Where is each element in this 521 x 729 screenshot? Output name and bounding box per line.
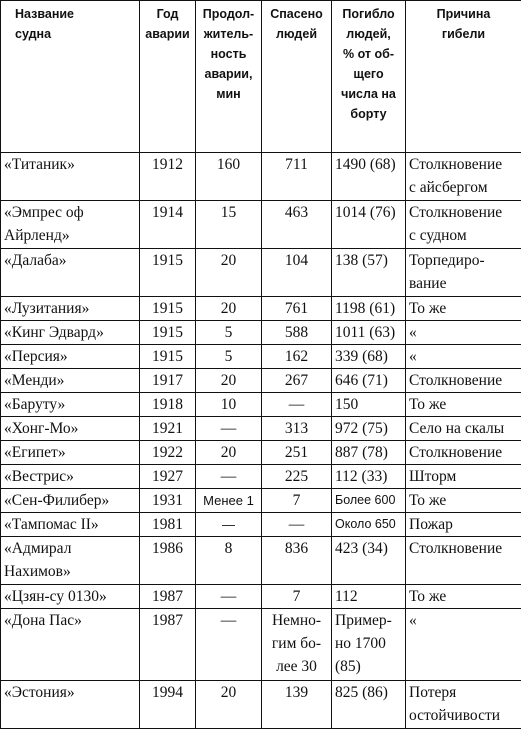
saved-cell: 313 (262, 417, 332, 441)
saved-cell: 588 (262, 321, 332, 345)
ship-name-cell: «Кинг Эдвард» (1, 321, 140, 345)
table-row (1, 201, 521, 249)
cause-cell: То же (406, 585, 521, 609)
table-row (1, 537, 521, 585)
ship-name-cell: «Титаник» (1, 153, 140, 201)
died-cell: Около 650 (332, 513, 406, 537)
year-cell: 1921 (140, 417, 196, 441)
ship-name-cell: «Персия» (1, 345, 140, 369)
duration-cell: 15 (196, 201, 262, 249)
died-cell: 972 (75) (332, 417, 406, 441)
ship-name-cell: «Далаба» (1, 249, 140, 297)
ship-name-cell: «Дона Пас» (1, 609, 140, 681)
year-cell: 1918 (140, 393, 196, 417)
year-cell: 1915 (140, 297, 196, 321)
saved-cell: 463 (262, 201, 332, 249)
duration-cell: 20 (196, 249, 262, 297)
saved-cell: 7 (262, 585, 332, 609)
died-cell: 1198 (61) (332, 297, 406, 321)
year-cell: 1914 (140, 201, 196, 249)
table-row (1, 585, 521, 609)
ship-name-cell: «Менди» (1, 369, 140, 393)
duration-cell: — (196, 585, 262, 609)
table-row (1, 489, 521, 513)
cause-cell: « (406, 321, 521, 345)
cause-cell: « (406, 345, 521, 369)
ship-name-cell: «Египет» (1, 441, 140, 465)
cause-cell: То же (406, 489, 521, 513)
ship-name-cell: «Эстония» (1, 681, 140, 729)
year-cell: 1915 (140, 249, 196, 297)
died-cell: 423 (34) (332, 537, 406, 585)
saved-cell: 104 (262, 249, 332, 297)
cause-cell: Торпедиро- вание (406, 249, 521, 297)
died-cell: 1014 (76) (332, 201, 406, 249)
year-cell: 1931 (140, 489, 196, 513)
duration-cell: — (196, 465, 262, 489)
died-cell: 887 (78) (332, 441, 406, 465)
duration-cell: — (196, 609, 262, 681)
saved-cell: 7 (262, 489, 332, 513)
year-cell: 1912 (140, 153, 196, 201)
duration-cell: 20 (196, 681, 262, 729)
died-cell: 1011 (63) (332, 321, 406, 345)
table-row (1, 609, 521, 681)
duration-cell: 10 (196, 393, 262, 417)
cause-cell: То же (406, 297, 521, 321)
died-cell: 112 (33) (332, 465, 406, 489)
duration-cell: Менее 1 (196, 489, 262, 513)
table-row (1, 369, 521, 393)
died-cell: Пример- но 1700 (85) (332, 609, 406, 681)
saved-cell: 267 (262, 369, 332, 393)
table-row (1, 393, 521, 417)
table-row (1, 417, 521, 441)
year-cell: 1917 (140, 369, 196, 393)
cause-cell: Столкновение с айсбергом (406, 153, 521, 201)
table-row (1, 513, 521, 537)
cause-cell: Село на скалы (406, 417, 521, 441)
ship-name-cell: «Вестрис» (1, 465, 140, 489)
saved-cell: 711 (262, 153, 332, 201)
table-row (1, 249, 521, 297)
duration-cell: 5 (196, 345, 262, 369)
duration-cell: — (196, 513, 262, 537)
year-cell: 1927 (140, 465, 196, 489)
duration-cell: — (196, 417, 262, 441)
saved-cell: 162 (262, 345, 332, 369)
year-cell: 1986 (140, 537, 196, 585)
cause-cell: Пожар (406, 513, 521, 537)
table-row (1, 321, 521, 345)
table-row (1, 441, 521, 465)
died-cell: 1490 (68) (332, 153, 406, 201)
died-cell: Более 600 (332, 489, 406, 513)
header-saved: Спасено людей (262, 1, 332, 153)
year-cell: 1987 (140, 585, 196, 609)
table-row (1, 465, 521, 489)
saved-cell: 761 (262, 297, 332, 321)
header-row (1, 1, 521, 153)
saved-cell: — (262, 513, 332, 537)
cause-cell: Столкновение с судном (406, 201, 521, 249)
died-cell: 112 (332, 585, 406, 609)
saved-cell: 836 (262, 537, 332, 585)
table-row (1, 297, 521, 321)
cause-cell: Столкновение (406, 537, 521, 585)
cause-cell: « (406, 609, 521, 681)
year-cell: 1994 (140, 681, 196, 729)
table-row (1, 153, 521, 201)
ship-name-cell: «Хонг-Мо» (1, 417, 140, 441)
year-cell: 1915 (140, 345, 196, 369)
died-cell: 646 (71) (332, 369, 406, 393)
header-ship-name: Название судна (1, 1, 140, 153)
year-cell: 1987 (140, 609, 196, 681)
died-cell: 150 (332, 393, 406, 417)
died-cell: 825 (86) (332, 681, 406, 729)
year-cell: 1981 (140, 513, 196, 537)
duration-cell: 20 (196, 441, 262, 465)
ship-name-cell: «Сен-Филибер» (1, 489, 140, 513)
saved-cell: — (262, 393, 332, 417)
ship-name-cell: «Лузитания» (1, 297, 140, 321)
ship-name-cell: «Тампомас II» (1, 513, 140, 537)
cause-cell: Столкновение (406, 441, 521, 465)
saved-cell: 251 (262, 441, 332, 465)
ship-name-cell: «Цзян-су 0130» (1, 585, 140, 609)
cause-cell: Шторм (406, 465, 521, 489)
duration-cell: 20 (196, 297, 262, 321)
header-duration: Продол- житель- ность аварии, мин (196, 1, 262, 153)
saved-cell: 139 (262, 681, 332, 729)
header-died: Погибло людей, % от об- щего числа на борту (332, 1, 406, 153)
year-cell: 1915 (140, 321, 196, 345)
died-cell: 138 (57) (332, 249, 406, 297)
ship-name-cell: «Адмирал Нахимов» (1, 537, 140, 585)
year-cell: 1922 (140, 441, 196, 465)
saved-cell: 225 (262, 465, 332, 489)
duration-cell: 8 (196, 537, 262, 585)
ship-name-cell: «Баруту» (1, 393, 140, 417)
saved-cell: Немно- гим бо- лее 30 (262, 609, 332, 681)
header-year: Год аварии (140, 1, 196, 153)
header-cause: Причина гибели (406, 1, 521, 153)
table-row (1, 681, 521, 729)
duration-cell: 160 (196, 153, 262, 201)
cause-cell: Столкновение (406, 369, 521, 393)
cause-cell: Потеря остойчивости (406, 681, 521, 729)
ship-name-cell: «Эмпрес оф Айрленд» (1, 201, 140, 249)
duration-cell: 5 (196, 321, 262, 345)
cause-cell: То же (406, 393, 521, 417)
table-row (1, 345, 521, 369)
duration-cell: 20 (196, 369, 262, 393)
died-cell: 339 (68) (332, 345, 406, 369)
